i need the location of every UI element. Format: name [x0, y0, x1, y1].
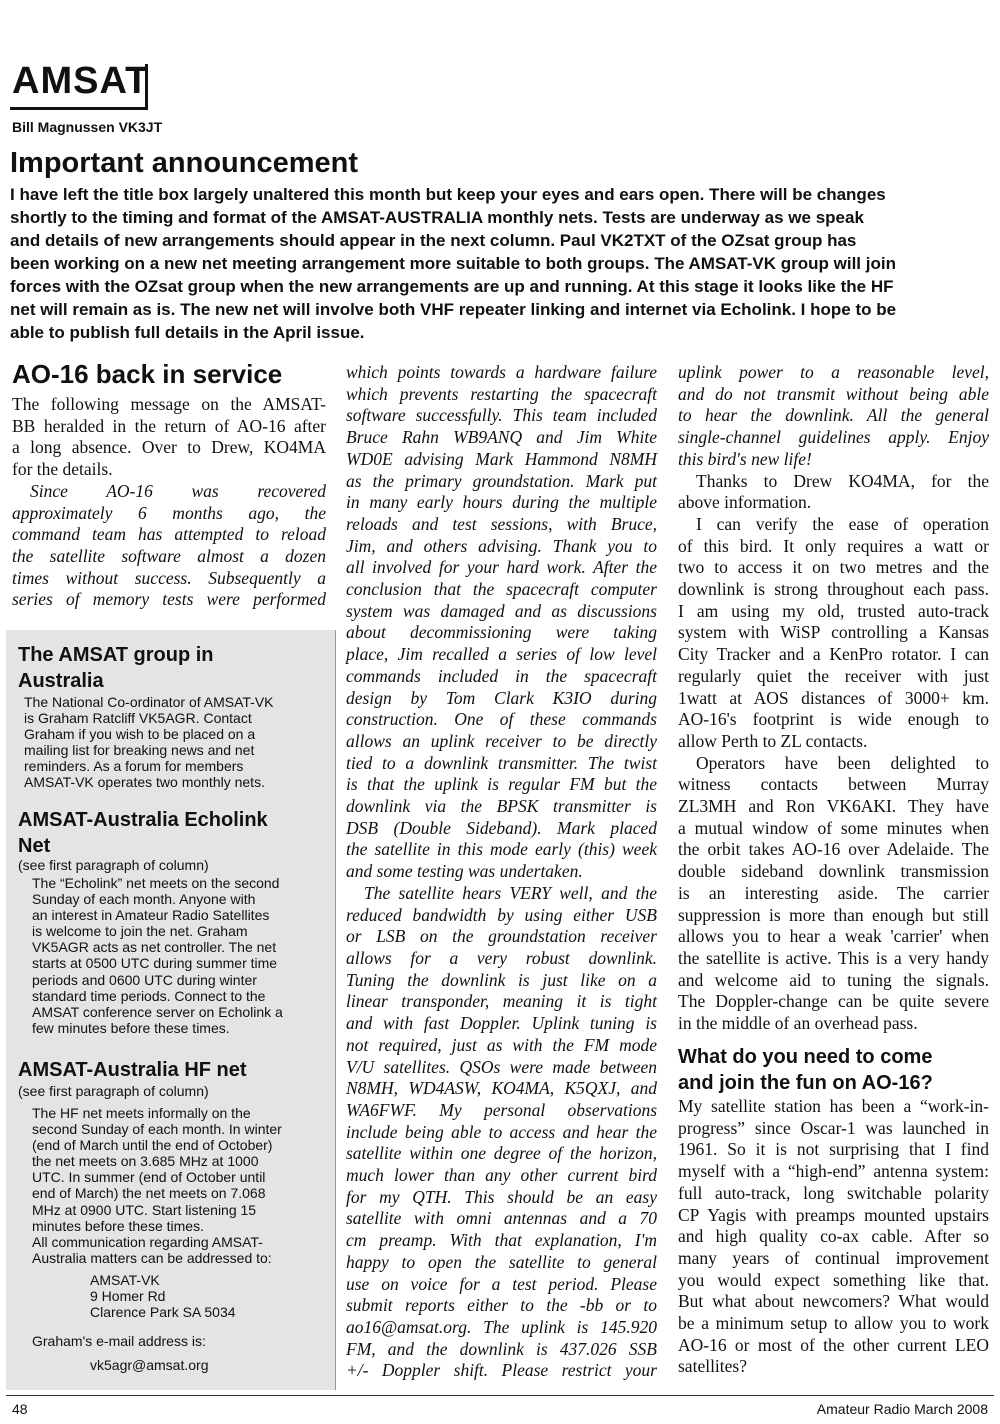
- heading-line: and join the fun on AO-16?: [678, 1072, 933, 1094]
- text-line: cm preamp. With that explanation, I'm: [346, 1230, 657, 1251]
- announcement-line: forces with the OZsat group when the new arrangements are up and running. At this stage it looks like the HF: [10, 277, 894, 296]
- sidebar-hf-note: [18, 1083, 209, 1099]
- text-line: (see first paragraph of column): [18, 1083, 209, 1099]
- column-title: AMSAT: [12, 60, 150, 102]
- text-line: AO-16 or most of the other current LEO: [678, 1334, 989, 1355]
- text-line: and do not transmit without being able: [678, 383, 989, 404]
- text-line: approximately 6 months ago, the: [12, 502, 326, 523]
- text-line: this bird's new life!: [678, 448, 812, 469]
- text-line: Operators have been delighted to: [696, 752, 989, 773]
- text-line: commands included in the spacecraft: [346, 665, 657, 686]
- text-line: reminders. As a forum for members: [24, 758, 244, 775]
- text-line: submit reports either to the -bb or to: [346, 1295, 657, 1316]
- text-line: software successfully. This team included: [346, 405, 657, 426]
- text-line: starts at 0500 UTC during summer time: [32, 955, 278, 972]
- text-line: to hear the downlink. All the general: [678, 405, 989, 426]
- heading-line: Australia: [18, 670, 104, 692]
- text-line: second Sunday of each month. In winter: [32, 1121, 282, 1138]
- sidebar-echolink-note: [18, 857, 209, 873]
- text-line: My satellite station has been a “work-in-: [678, 1096, 989, 1116]
- text-line: is Graham Ratcliff VK5AGR. Contact: [24, 710, 252, 727]
- article-column-3-continued: [678, 1096, 989, 1378]
- text-line: AO-16's footprint is wide enough to: [678, 709, 989, 730]
- text-line: AMSAT-VK: [90, 1272, 160, 1288]
- text-line: periods and 0600 UTC during winter: [32, 971, 257, 988]
- text-line: a mutual window of some minutes when: [678, 817, 989, 838]
- column-3-para-1: [678, 471, 989, 514]
- text-line: command team has attempted to reload: [12, 524, 326, 545]
- text-line: be a minimum setup to allow you to work: [678, 1313, 989, 1334]
- sidebar-group-heading: [18, 642, 214, 694]
- sidebar-hf-heading: [18, 1057, 247, 1083]
- text-line: AMSAT conference server on Echolink a: [32, 1003, 283, 1020]
- text-line: downlink is strong throughout each pass.: [678, 579, 989, 600]
- text-line: an interest in Amateur Radio Satellites: [32, 907, 270, 924]
- text-line: allow Perth to ZL contacts.: [678, 730, 868, 751]
- sidebar-email-label: [32, 1333, 206, 1349]
- text-line: in the middle of an overhead pass.: [678, 1013, 918, 1034]
- text-line: much lower than any other current bird: [346, 1165, 657, 1186]
- text-line: design by Tom Clark K3IO during: [346, 687, 657, 708]
- text-line: Tuning the downlink is just like on a: [346, 969, 657, 990]
- announcement-line: been working on a new net meeting arrangement more suitable to both groups. The AMSAT-VK group will join: [10, 254, 896, 273]
- article-quote-start: [12, 481, 326, 503]
- text-line: witness contacts between Murray: [678, 774, 989, 795]
- text-line: satellite with omni antennas and a 70: [346, 1208, 657, 1229]
- text-line: The National Co-ordinator of AMSAT-VK: [24, 694, 274, 710]
- text-line: 1961. So it is not surprising that I find: [678, 1139, 989, 1160]
- footer-divider: [6, 1395, 994, 1396]
- column-3-para-4: [678, 1096, 989, 1378]
- column-3-para-2: [678, 514, 989, 753]
- text-line: and with fast Doppler. Uplink tuning is: [346, 1013, 657, 1034]
- text-line: include being able to access and hear the: [346, 1121, 657, 1142]
- text-line: system was damaged and as discussions: [346, 600, 657, 621]
- text-line: which points towards a hardware failure: [346, 362, 657, 382]
- text-line: 9 Homer Rd: [90, 1288, 166, 1305]
- text-line: for the details.: [12, 459, 113, 480]
- column-3-para-3: [678, 753, 989, 1035]
- text-line: FM, and the downlink is 437.026 SSB: [346, 1338, 657, 1359]
- heading-line: AMSAT-Australia HF net: [18, 1059, 247, 1081]
- text-line: of this bird. It only requires a watt or: [678, 535, 989, 556]
- text-line: the satellite is active. This is a very handy: [678, 947, 989, 968]
- text-line: for my QTH. This should be an easy: [346, 1186, 657, 1207]
- text-line: MHz at 0900 UTC. Start listening 15: [32, 1201, 257, 1218]
- text-line: ao16@amsat.org. The uplink is 145.920: [346, 1316, 657, 1337]
- text-line: all involved for your hard work. After the: [346, 557, 657, 578]
- text-line: allows an uplink receiver to be directly: [346, 730, 657, 751]
- text-line: in many early hours during the multiple: [346, 492, 657, 513]
- text-line: a long absence. Over to Drew, KO4MA: [12, 437, 326, 458]
- article-column-3: [678, 362, 989, 1035]
- text-line: construction. One of these commands: [346, 709, 657, 730]
- text-line: Australia matters can be addressed to:: [32, 1249, 272, 1266]
- text-line: Since AO-16 was recovered: [30, 480, 326, 501]
- heading-line: AMSAT-Australia Echolink: [18, 809, 268, 831]
- article-column-2: [346, 362, 657, 1382]
- sidebar-echolink-text: [32, 875, 283, 1036]
- text-line: above information.: [678, 492, 812, 513]
- text-line: the satellite in this mode early (this) week: [346, 839, 657, 860]
- text-line: or LSB on the groundstation receiver: [346, 926, 657, 947]
- sidebar-email: [90, 1357, 208, 1373]
- text-line: you would expect something like that.: [678, 1269, 989, 1290]
- column-3-quote-end: [678, 362, 989, 471]
- text-line: satellites?: [678, 1356, 748, 1377]
- text-line: mailing list for breaking news and net: [24, 742, 255, 759]
- text-line: CP Yagis with preamps mounted upstairs: [678, 1204, 989, 1225]
- text-line: I can verify the ease of operation: [696, 513, 989, 534]
- text-line: not required, just as with the FM mode: [346, 1034, 657, 1055]
- text-line: The Doppler-change can be quite severe: [678, 991, 989, 1012]
- text-line: linear transponder, meaning it is tight: [346, 991, 657, 1012]
- text-line: happy to open the satellite to general: [346, 1251, 657, 1272]
- text-line: VK5AGR acts as net controller. The net: [32, 939, 277, 956]
- text-line: WD0E advising Mark Hammond N8MH: [346, 448, 657, 469]
- article-quote-cont: [12, 503, 326, 612]
- text-line: and some testing was undertaken.: [346, 861, 583, 882]
- text-line: myself with a “high-end” antenna system:: [678, 1161, 989, 1182]
- text-line: UTC. In summer (end of October until: [32, 1169, 266, 1186]
- text-line: The HF net meets informally on the: [32, 1105, 251, 1121]
- author-byline: Bill Magnussen VK3JT: [12, 119, 163, 135]
- sidebar-echolink-heading: [18, 807, 268, 859]
- text-line: tied to a downlink transmitter. The twist: [346, 752, 657, 773]
- text-line: WA6FWF. My personal observations: [346, 1099, 657, 1120]
- announcement-heading: Important announcement: [10, 147, 359, 179]
- text-line: Thanks to Drew KO4MA, for the: [696, 470, 989, 491]
- announcement-line: net will remain as is. The new net will involve both VHF repeater linking and internet via Echolink. I hope to be: [10, 300, 897, 319]
- text-line: reloads and test sessions, with Bruce,: [346, 513, 657, 534]
- announcement-line: able to publish full details in the April issue.: [10, 323, 365, 342]
- article-column-1: [12, 394, 326, 611]
- text-line: the orbit takes AO-16 over Adelaide. The: [678, 839, 989, 860]
- text-line: The following message on the AMSAT-: [12, 394, 326, 414]
- column-2-para-2: [346, 883, 657, 1382]
- text-line: use on voice for a test period. Please: [346, 1273, 657, 1294]
- text-line: reduced bandwidth by using either USB: [346, 904, 657, 925]
- text-line: Clarence Park SA 5034: [90, 1304, 236, 1321]
- sidebar-group-text: [24, 694, 274, 791]
- text-line: progress” since Oscar-1 was launched in: [678, 1117, 989, 1138]
- text-line: and high quality co-ax cable. After so: [678, 1226, 989, 1247]
- text-line: The “Echolink” net meets on the second: [32, 875, 280, 891]
- text-line: end of March) the net meets on 7.068: [32, 1185, 266, 1202]
- text-line: Sunday of each month. Anyone with: [32, 891, 256, 908]
- text-line: allows for a very robust downlink.: [346, 947, 657, 968]
- text-line: minutes before these times.: [32, 1217, 204, 1234]
- text-line: the satellite software almost a dozen: [12, 545, 326, 566]
- text-line: (see first paragraph of column): [18, 857, 209, 873]
- text-line: uplink power to a reasonable level,: [678, 362, 989, 382]
- text-line: place, Jim recalled a series of low level: [346, 644, 657, 665]
- text-line: But what about newcomers? What would: [678, 1291, 989, 1312]
- announcement-line: shortly to the timing and format of the AMSAT-AUSTRALIA monthly nets. Tests are underway as we speak: [10, 208, 864, 227]
- text-line: AMSAT-VK operates two monthly nets.: [24, 774, 265, 791]
- email-address: vk5agr@amsat.org: [90, 1357, 209, 1373]
- text-line: Graham's e-mail address is:: [32, 1333, 206, 1349]
- text-line: series of memory tests were performed: [12, 589, 326, 610]
- heading-line: Net: [18, 835, 51, 857]
- heading-line: What do you need to come: [678, 1046, 933, 1068]
- title-box: [10, 60, 150, 110]
- text-line: standard time periods. Connect to the: [32, 987, 266, 1004]
- text-line: BB heralded in the return of AO-16 after: [12, 415, 326, 436]
- sidebar-address: [90, 1272, 236, 1320]
- text-line: allows you to hear a weak 'carrier' when: [678, 926, 989, 947]
- text-line: satellite within one degree of the horizon,: [346, 1143, 657, 1164]
- sidebar-box: [6, 630, 336, 1390]
- text-line: few minutes before these times.: [32, 1019, 230, 1036]
- text-line: as the primary groundstation. Mark put: [346, 470, 657, 491]
- text-line: the net meets on 3.685 MHz at 1000: [32, 1153, 259, 1170]
- text-line: is that the uplink is regular FM but the: [346, 774, 657, 795]
- text-line: which prevents restarting the spacecraft: [346, 383, 657, 404]
- text-line: Bruce Rahn WB9ANQ and Jim White: [346, 427, 657, 448]
- text-line: V/U satellites. QSOs were made between: [346, 1056, 657, 1077]
- text-line: single-channel guidelines apply. Enjoy: [678, 427, 989, 448]
- text-line: double sideband downlink transmission: [678, 861, 989, 882]
- text-line: about decommissioning were taking: [346, 622, 657, 643]
- text-line: 1watt at AOS distances of 3000+ km.: [678, 687, 989, 708]
- column-2-para-1: [346, 362, 657, 883]
- text-line: I am using my old, trusted auto-track: [678, 600, 989, 621]
- text-line: system with WiSP controlling a Kansas: [678, 622, 989, 643]
- text-line: DSB (Double Sideband). Mark placed: [346, 817, 657, 838]
- text-line: (end of March until the end of October): [32, 1137, 273, 1154]
- sidebar-hf-text: [32, 1105, 282, 1266]
- text-line: ZL3MH and Ron VK6AKI. They have: [678, 796, 989, 817]
- text-line: Graham if you wish to be placed on a: [24, 726, 256, 743]
- text-line: +/- Doppler shift. Please restrict your: [346, 1360, 657, 1381]
- text-line: and welcome aid to tuning the signals.: [678, 969, 989, 990]
- text-line: regularly quiet the receiver with just: [678, 665, 989, 686]
- text-line: Jim, and others advising. Thank you to: [346, 535, 657, 556]
- text-line: is welcome to join the net. Graham: [32, 923, 248, 940]
- article-intro: [12, 394, 326, 481]
- text-line: many years of continual improvement: [678, 1247, 989, 1268]
- text-line: is an interesting aside. The carrier: [678, 882, 989, 903]
- text-line: downlink via the BPSK transmitter is: [346, 796, 657, 817]
- announcement-body: [10, 183, 992, 344]
- article-heading: AO-16 back in service: [12, 359, 283, 389]
- text-line: City Tracker and a KenPro rotator. I can: [678, 644, 989, 665]
- article-subheading: [678, 1044, 933, 1096]
- page-number: 48: [12, 1401, 28, 1417]
- magazine-issue: Amateur Radio March 2008: [816, 1401, 988, 1417]
- text-line: full auto-track, long switchable polarity: [678, 1182, 989, 1203]
- announcement-line: and details of new arrangements should appear in the next column. Paul VK2TXT of the OZsat group has: [10, 231, 857, 250]
- text-line: The satellite hears VERY well, and the: [364, 882, 657, 903]
- text-line: N8MH, WD4ASW, KO4MA, K5QXJ, and: [346, 1078, 657, 1099]
- text-line: times without success. Subsequently a: [12, 567, 326, 588]
- announcement-line: I have left the title box largely unaltered this month but keep your eyes and ears open. There will be changes: [10, 185, 886, 204]
- text-line: two to access it on two metres and the: [678, 557, 989, 578]
- heading-line: The AMSAT group in: [18, 644, 214, 666]
- text-line: All communication regarding AMSAT-: [32, 1233, 263, 1250]
- text-line: suppression is more than enough but still: [678, 904, 989, 925]
- text-line: conclusion that the spacecraft computer: [346, 579, 657, 600]
